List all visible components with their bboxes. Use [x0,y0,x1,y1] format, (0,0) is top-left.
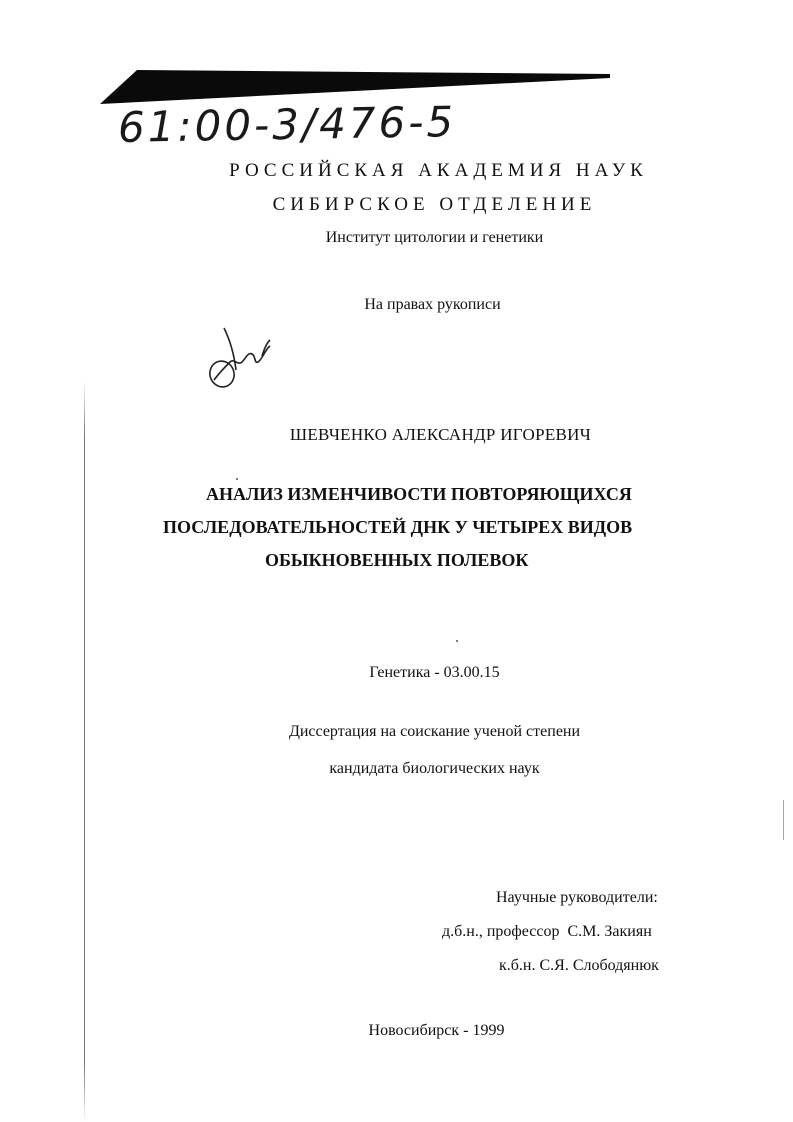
supervisor-2: к.б.н. С.Я. Слободянюк [499,957,659,974]
signature [200,318,290,398]
institute-name: Институт цитологии и генетики [325,229,544,246]
title-line-2: ПОСЛЕДОВАТЕЛЬНОСТЕЙ ДНК У ЧЕТЫРЕХ ВИДОВ [163,517,633,537]
academy-name: РОССИЙСКАЯ АКАДЕМИЯ НАУК [229,160,648,181]
place-year: Новосибирск - 1999 [368,1022,505,1039]
scan-margin-line [84,380,85,1122]
manuscript-note: На правах рукописи [364,296,501,313]
supervisor-1: д.б.н., профессор С.М. Закиян [442,923,652,940]
branch-name: СИБИРСКОЕ ОТДЕЛЕНИЕ [272,194,597,215]
archive-number-text: 61:00-3/476-5 [117,97,457,152]
author-name: ШЕВЧЕНКО АЛЕКСАНДР ИГОРЕВИЧ [289,425,592,444]
scan-edge-mark [783,800,784,840]
degree-line-2: кандидата биологических наук [329,760,540,777]
title-line-3: ОБЫКНОВЕННЫХ ПОЛЕВОК [265,550,529,570]
scan-speck [456,640,458,642]
title-line-1: АНАЛИЗ ИЗМЕНЧИВОСТИ ПОВТОРЯЮЩИХСЯ [206,484,632,504]
archive-number [118,97,457,152]
scan-speck [236,478,238,480]
specialty: Генетика - 03.00.15 [369,664,500,681]
degree-line-1: Диссертация на соискание ученой степени [288,723,581,740]
supervisors-heading: Научные руководители: [496,889,658,906]
